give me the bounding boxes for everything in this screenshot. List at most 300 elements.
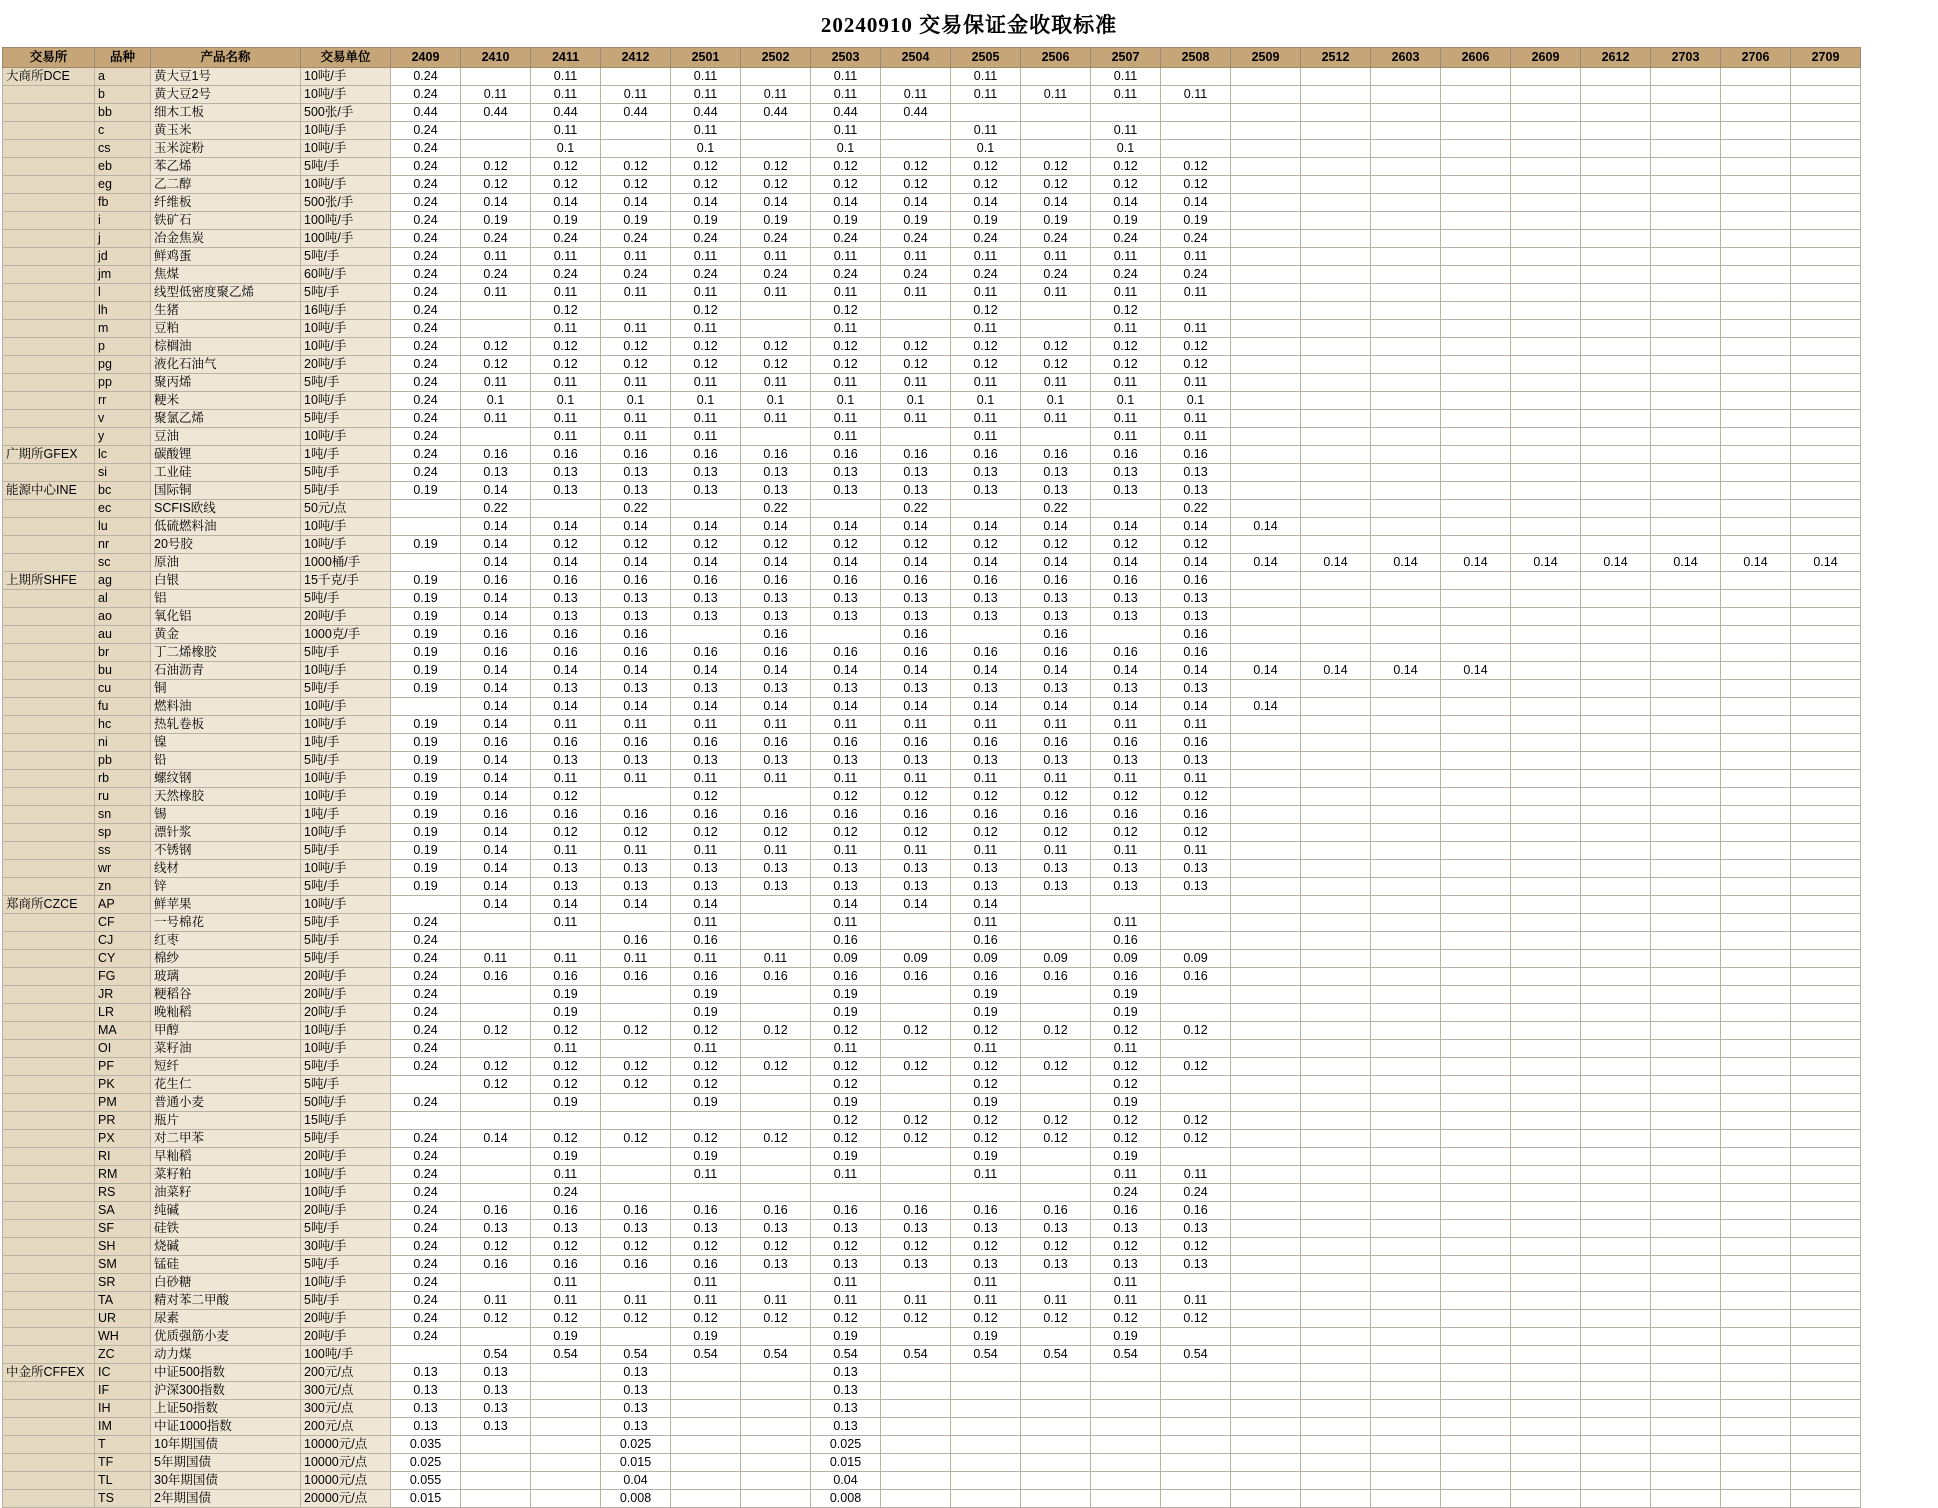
cell-margin-2502 <box>741 1112 811 1130</box>
cell-margin-2505: 0.11 <box>951 374 1021 392</box>
cell-margin-2409: 0.24 <box>391 194 461 212</box>
cell-margin-2504: 0.11 <box>881 284 951 302</box>
cell-margin-2411: 0.12 <box>531 1238 601 1256</box>
cell-margin-2411 <box>531 932 601 950</box>
cell-margin-2706 <box>1721 464 1791 482</box>
cell-margin-2606 <box>1441 1094 1511 1112</box>
cell-margin-2509: 0.14 <box>1231 698 1301 716</box>
cell-margin-2410: 0.14 <box>461 842 531 860</box>
cell-margin-2508: 0.11 <box>1161 284 1231 302</box>
cell-margin-2512 <box>1301 536 1371 554</box>
cell-product-name: 天然橡胶 <box>151 788 301 806</box>
cell-trading-unit: 5吨/手 <box>301 1076 391 1094</box>
cell-margin-2709 <box>1791 734 1861 752</box>
cell-margin-2706 <box>1721 662 1791 680</box>
cell-margin-2603 <box>1371 1256 1441 1274</box>
cell-margin-2612 <box>1581 464 1651 482</box>
cell-margin-2502: 0.24 <box>741 230 811 248</box>
cell-margin-2506 <box>1021 1382 1091 1400</box>
cell-margin-2503: 0.12 <box>811 356 881 374</box>
cell-margin-2503: 0.13 <box>811 680 881 698</box>
cell-margin-2612 <box>1581 536 1651 554</box>
cell-product-code: SR <box>95 1274 151 1292</box>
cell-margin-2502 <box>741 1436 811 1454</box>
cell-margin-2412: 0.04 <box>601 1472 671 1490</box>
cell-margin-2612 <box>1581 266 1651 284</box>
cell-margin-2509 <box>1231 338 1301 356</box>
cell-margin-2509 <box>1231 932 1301 950</box>
cell-margin-2503: 0.12 <box>811 824 881 842</box>
cell-margin-2409: 0.19 <box>391 572 461 590</box>
cell-exchange <box>3 716 95 734</box>
cell-trading-unit: 300元/点 <box>301 1400 391 1418</box>
table-row <box>3 392 1861 410</box>
table-row <box>3 1490 1861 1508</box>
cell-margin-2508: 0.19 <box>1161 212 1231 230</box>
cell-margin-2709 <box>1791 716 1861 734</box>
cell-margin-2703 <box>1651 212 1721 230</box>
cell-margin-2411: 0.13 <box>531 878 601 896</box>
cell-margin-2709 <box>1791 770 1861 788</box>
cell-margin-2612 <box>1581 1490 1651 1508</box>
cell-margin-2506 <box>1021 986 1091 1004</box>
cell-margin-2709 <box>1791 1184 1861 1202</box>
cell-margin-2409: 0.24 <box>391 914 461 932</box>
cell-margin-2409: 0.24 <box>391 1040 461 1058</box>
cell-margin-2703 <box>1651 248 1721 266</box>
cell-margin-2501: 0.11 <box>671 374 741 392</box>
cell-margin-2410: 0.44 <box>461 104 531 122</box>
cell-margin-2509: 0.14 <box>1231 554 1301 572</box>
cell-margin-2505: 0.12 <box>951 1130 1021 1148</box>
table-row <box>3 374 1861 392</box>
cell-margin-2603 <box>1371 140 1441 158</box>
cell-margin-2412: 0.008 <box>601 1490 671 1508</box>
cell-margin-2506 <box>1021 1490 1091 1508</box>
cell-margin-2606 <box>1441 860 1511 878</box>
cell-margin-2505 <box>951 1454 1021 1472</box>
cell-margin-2508: 0.16 <box>1161 572 1231 590</box>
cell-margin-2709 <box>1791 608 1861 626</box>
cell-margin-2609 <box>1511 68 1581 86</box>
cell-margin-2505: 0.13 <box>951 860 1021 878</box>
cell-margin-2706 <box>1721 284 1791 302</box>
cell-product-name: 铜 <box>151 680 301 698</box>
cell-margin-2410: 0.16 <box>461 644 531 662</box>
cell-margin-2412: 0.14 <box>601 698 671 716</box>
cell-margin-2503: 0.13 <box>811 1400 881 1418</box>
cell-margin-2509 <box>1231 320 1301 338</box>
cell-margin-2508: 0.14 <box>1161 698 1231 716</box>
cell-margin-2501: 0.19 <box>671 1094 741 1112</box>
cell-margin-2409: 0.19 <box>391 590 461 608</box>
cell-margin-2411: 0.12 <box>531 536 601 554</box>
cell-trading-unit: 5吨/手 <box>301 1058 391 1076</box>
cell-margin-2507 <box>1091 1472 1161 1490</box>
cell-margin-2606 <box>1441 1184 1511 1202</box>
cell-margin-2507: 0.11 <box>1091 770 1161 788</box>
cell-margin-2512 <box>1301 950 1371 968</box>
cell-margin-2703 <box>1651 968 1721 986</box>
cell-margin-2706 <box>1721 968 1791 986</box>
cell-margin-2606 <box>1441 824 1511 842</box>
cell-margin-2609 <box>1511 266 1581 284</box>
cell-margin-2612 <box>1581 1130 1651 1148</box>
cell-margin-2612 <box>1581 1148 1651 1166</box>
cell-margin-2709 <box>1791 1454 1861 1472</box>
cell-margin-2502 <box>741 1166 811 1184</box>
cell-margin-2603 <box>1371 950 1441 968</box>
cell-margin-2603 <box>1371 464 1441 482</box>
cell-margin-2508: 0.16 <box>1161 446 1231 464</box>
cell-product-name: 燃料油 <box>151 698 301 716</box>
cell-margin-2603 <box>1371 194 1441 212</box>
cell-margin-2411: 0.11 <box>531 68 601 86</box>
cell-margin-2410: 0.24 <box>461 266 531 284</box>
cell-margin-2410: 0.11 <box>461 1292 531 1310</box>
cell-margin-2609 <box>1511 1058 1581 1076</box>
cell-margin-2503: 0.11 <box>811 284 881 302</box>
cell-margin-2512 <box>1301 1076 1371 1094</box>
cell-trading-unit: 20吨/手 <box>301 1328 391 1346</box>
cell-margin-2709 <box>1791 572 1861 590</box>
cell-margin-2709 <box>1791 284 1861 302</box>
cell-trading-unit: 5吨/手 <box>301 158 391 176</box>
cell-margin-2606 <box>1441 1076 1511 1094</box>
cell-margin-2501: 0.14 <box>671 662 741 680</box>
cell-margin-2706 <box>1721 626 1791 644</box>
cell-margin-2506: 0.12 <box>1021 1058 1091 1076</box>
cell-product-name: 鲜苹果 <box>151 896 301 914</box>
cell-margin-2501: 0.14 <box>671 896 741 914</box>
cell-margin-2609 <box>1511 1400 1581 1418</box>
cell-margin-2505: 0.19 <box>951 986 1021 1004</box>
table-row <box>3 644 1861 662</box>
cell-margin-2509 <box>1231 86 1301 104</box>
cell-exchange <box>3 464 95 482</box>
cell-margin-2506: 0.13 <box>1021 482 1091 500</box>
cell-margin-2603 <box>1371 428 1441 446</box>
cell-margin-2501 <box>671 1418 741 1436</box>
cell-margin-2501: 0.13 <box>671 590 741 608</box>
cell-margin-2501: 0.1 <box>671 140 741 158</box>
cell-margin-2504: 0.54 <box>881 1346 951 1364</box>
cell-margin-2703 <box>1651 1418 1721 1436</box>
cell-exchange <box>3 1238 95 1256</box>
cell-margin-2503 <box>811 500 881 518</box>
cell-margin-2412: 0.13 <box>601 482 671 500</box>
cell-margin-2603 <box>1371 1004 1441 1022</box>
cell-margin-2507: 0.16 <box>1091 572 1161 590</box>
cell-product-name: 黄金 <box>151 626 301 644</box>
cell-margin-2703: 0.14 <box>1651 554 1721 572</box>
cell-margin-2609 <box>1511 608 1581 626</box>
cell-margin-2507: 0.16 <box>1091 806 1161 824</box>
cell-margin-2706 <box>1721 1166 1791 1184</box>
cell-margin-2606 <box>1441 590 1511 608</box>
cell-exchange <box>3 194 95 212</box>
cell-trading-unit: 500张/手 <box>301 104 391 122</box>
cell-margin-2506: 0.14 <box>1021 662 1091 680</box>
cell-margin-2412: 0.16 <box>601 1202 671 1220</box>
cell-margin-2508 <box>1161 302 1231 320</box>
cell-margin-2507: 0.13 <box>1091 482 1161 500</box>
cell-margin-2501: 0.16 <box>671 644 741 662</box>
cell-margin-2612 <box>1581 212 1651 230</box>
cell-margin-2410: 0.12 <box>461 1076 531 1094</box>
cell-margin-2512 <box>1301 734 1371 752</box>
cell-margin-2412: 0.13 <box>601 1400 671 1418</box>
cell-margin-2504: 0.11 <box>881 842 951 860</box>
cell-margin-2706 <box>1721 1490 1791 1508</box>
cell-margin-2606 <box>1441 482 1511 500</box>
cell-product-code: RS <box>95 1184 151 1202</box>
cell-product-code: TA <box>95 1292 151 1310</box>
cell-margin-2612 <box>1581 248 1651 266</box>
cell-product-code: rr <box>95 392 151 410</box>
cell-margin-2506: 0.12 <box>1021 1130 1091 1148</box>
cell-margin-2606 <box>1441 1058 1511 1076</box>
cell-exchange <box>3 266 95 284</box>
cell-margin-2512 <box>1301 1040 1371 1058</box>
cell-margin-2507: 0.24 <box>1091 230 1161 248</box>
cell-margin-2412: 0.24 <box>601 266 671 284</box>
cell-exchange <box>3 590 95 608</box>
cell-margin-2507: 0.11 <box>1091 716 1161 734</box>
cell-margin-2603 <box>1371 1436 1441 1454</box>
cell-exchange <box>3 1328 95 1346</box>
cell-product-name: 菜籽油 <box>151 1040 301 1058</box>
cell-margin-2512 <box>1301 716 1371 734</box>
cell-margin-2503: 0.19 <box>811 212 881 230</box>
cell-margin-2606 <box>1441 1130 1511 1148</box>
cell-margin-2609 <box>1511 806 1581 824</box>
cell-margin-2512 <box>1301 1148 1371 1166</box>
cell-margin-2502: 0.14 <box>741 194 811 212</box>
table-row <box>3 1400 1861 1418</box>
cell-margin-2411 <box>531 500 601 518</box>
cell-margin-2709 <box>1791 1436 1861 1454</box>
cell-product-code: ni <box>95 734 151 752</box>
cell-margin-2609 <box>1511 1130 1581 1148</box>
cell-margin-2410: 0.14 <box>461 770 531 788</box>
cell-trading-unit: 20吨/手 <box>301 1202 391 1220</box>
cell-margin-2509 <box>1231 482 1301 500</box>
cell-margin-2501 <box>671 1364 741 1382</box>
cell-margin-2412: 0.11 <box>601 248 671 266</box>
cell-margin-2505: 0.09 <box>951 950 1021 968</box>
cell-margin-2410: 0.13 <box>461 1220 531 1238</box>
cell-product-name: 粳米 <box>151 392 301 410</box>
cell-margin-2412 <box>601 1004 671 1022</box>
cell-exchange <box>3 86 95 104</box>
cell-product-code: PF <box>95 1058 151 1076</box>
cell-product-name: 棉纱 <box>151 950 301 968</box>
cell-margin-2709 <box>1791 1130 1861 1148</box>
cell-margin-2509 <box>1231 1130 1301 1148</box>
cell-margin-2703 <box>1651 140 1721 158</box>
cell-margin-2512 <box>1301 878 1371 896</box>
cell-margin-2606 <box>1441 1112 1511 1130</box>
cell-margin-2603 <box>1371 356 1441 374</box>
cell-exchange <box>3 536 95 554</box>
cell-product-code: CJ <box>95 932 151 950</box>
cell-margin-2509 <box>1231 212 1301 230</box>
cell-margin-2507: 0.12 <box>1091 536 1161 554</box>
cell-margin-2409: 0.24 <box>391 932 461 950</box>
cell-product-code: j <box>95 230 151 248</box>
cell-exchange <box>3 1094 95 1112</box>
cell-margin-2502: 0.11 <box>741 770 811 788</box>
cell-margin-2409: 0.24 <box>391 1094 461 1112</box>
cell-margin-2703 <box>1651 428 1721 446</box>
cell-margin-2512 <box>1301 212 1371 230</box>
cell-margin-2504: 0.11 <box>881 248 951 266</box>
cell-margin-2412: 0.12 <box>601 1130 671 1148</box>
cell-product-code: nr <box>95 536 151 554</box>
cell-margin-2504 <box>881 1490 951 1508</box>
cell-margin-2505: 0.12 <box>951 1022 1021 1040</box>
cell-margin-2501: 0.12 <box>671 1310 741 1328</box>
cell-margin-2603: 0.14 <box>1371 554 1441 572</box>
cell-margin-2505: 0.12 <box>951 302 1021 320</box>
cell-margin-2412: 0.11 <box>601 716 671 734</box>
cell-product-name: 油菜籽 <box>151 1184 301 1202</box>
cell-margin-2603 <box>1371 1058 1441 1076</box>
cell-margin-2411 <box>531 1418 601 1436</box>
cell-product-code: pg <box>95 356 151 374</box>
cell-margin-2502: 0.54 <box>741 1346 811 1364</box>
cell-margin-2606 <box>1441 320 1511 338</box>
cell-margin-2505: 0.1 <box>951 392 1021 410</box>
cell-margin-2411: 0.13 <box>531 860 601 878</box>
cell-margin-2506 <box>1021 1094 1091 1112</box>
cell-margin-2512 <box>1301 1112 1371 1130</box>
cell-margin-2706 <box>1721 536 1791 554</box>
cell-margin-2609 <box>1511 338 1581 356</box>
cell-margin-2612 <box>1581 680 1651 698</box>
cell-margin-2508: 0.12 <box>1161 356 1231 374</box>
cell-margin-2609 <box>1511 1472 1581 1490</box>
cell-margin-2706 <box>1721 1004 1791 1022</box>
cell-margin-2612 <box>1581 356 1651 374</box>
cell-margin-2603 <box>1371 1346 1441 1364</box>
cell-margin-2706 <box>1721 752 1791 770</box>
cell-product-code: PR <box>95 1112 151 1130</box>
cell-trading-unit: 10吨/手 <box>301 896 391 914</box>
cell-margin-2507: 0.14 <box>1091 518 1161 536</box>
cell-margin-2409 <box>391 1346 461 1364</box>
cell-trading-unit: 10吨/手 <box>301 1040 391 1058</box>
cell-margin-2612 <box>1581 1040 1651 1058</box>
cell-margin-2606 <box>1441 1040 1511 1058</box>
cell-margin-2412: 0.13 <box>601 680 671 698</box>
cell-margin-2606 <box>1441 752 1511 770</box>
cell-margin-2502: 0.13 <box>741 1220 811 1238</box>
cell-margin-2502: 0.16 <box>741 572 811 590</box>
cell-margin-2703 <box>1651 1310 1721 1328</box>
cell-margin-2502 <box>741 788 811 806</box>
cell-margin-2509 <box>1231 1346 1301 1364</box>
cell-margin-2409: 0.19 <box>391 806 461 824</box>
table-row <box>3 1238 1861 1256</box>
cell-margin-2512 <box>1301 356 1371 374</box>
cell-margin-2508 <box>1161 1472 1231 1490</box>
cell-margin-2506: 0.13 <box>1021 878 1091 896</box>
cell-margin-2709 <box>1791 158 1861 176</box>
cell-margin-2501: 0.11 <box>671 86 741 104</box>
cell-product-code: v <box>95 410 151 428</box>
cell-product-name: 生猪 <box>151 302 301 320</box>
cell-margin-2501: 0.16 <box>671 572 741 590</box>
cell-margin-2410 <box>461 1166 531 1184</box>
cell-margin-2504: 0.11 <box>881 410 951 428</box>
cell-margin-2709 <box>1791 1040 1861 1058</box>
cell-margin-2612 <box>1581 482 1651 500</box>
cell-margin-2502: 0.22 <box>741 500 811 518</box>
cell-margin-2410 <box>461 1184 531 1202</box>
cell-product-code: ao <box>95 608 151 626</box>
cell-margin-2409: 0.19 <box>391 644 461 662</box>
cell-trading-unit: 10吨/手 <box>301 320 391 338</box>
cell-margin-2609 <box>1511 662 1581 680</box>
cell-margin-2709 <box>1791 968 1861 986</box>
cell-margin-2410 <box>461 986 531 1004</box>
cell-margin-2505: 0.11 <box>951 248 1021 266</box>
cell-product-name: 瓶片 <box>151 1112 301 1130</box>
cell-exchange <box>3 680 95 698</box>
cell-exchange <box>3 1184 95 1202</box>
cell-margin-2409: 0.24 <box>391 320 461 338</box>
cell-product-code: hc <box>95 716 151 734</box>
cell-product-name: 甲醇 <box>151 1022 301 1040</box>
cell-margin-2505: 0.12 <box>951 1058 1021 1076</box>
cell-product-name: 棕榈油 <box>151 338 301 356</box>
cell-margin-2512 <box>1301 194 1371 212</box>
cell-exchange <box>3 950 95 968</box>
cell-margin-2507: 0.11 <box>1091 1292 1161 1310</box>
cell-margin-2412: 0.16 <box>601 806 671 824</box>
cell-margin-2508 <box>1161 1490 1231 1508</box>
cell-margin-2503 <box>811 1184 881 1202</box>
cell-margin-2612 <box>1581 410 1651 428</box>
cell-margin-2505: 0.12 <box>951 356 1021 374</box>
cell-margin-2504 <box>881 1328 951 1346</box>
cell-margin-2503: 0.24 <box>811 230 881 248</box>
cell-margin-2709 <box>1791 1202 1861 1220</box>
cell-margin-2411: 0.54 <box>531 1346 601 1364</box>
cell-margin-2503: 0.11 <box>811 1274 881 1292</box>
cell-margin-2410 <box>461 1454 531 1472</box>
cell-margin-2501: 0.12 <box>671 1022 741 1040</box>
cell-margin-2612 <box>1581 1220 1651 1238</box>
cell-margin-2502 <box>741 932 811 950</box>
cell-margin-2612 <box>1581 68 1651 86</box>
cell-margin-2502 <box>741 428 811 446</box>
cell-margin-2501: 0.11 <box>671 1292 741 1310</box>
cell-margin-2706 <box>1721 1130 1791 1148</box>
cell-margin-2410: 0.11 <box>461 284 531 302</box>
cell-margin-2609 <box>1511 1022 1581 1040</box>
cell-margin-2502 <box>741 1418 811 1436</box>
cell-margin-2503: 0.015 <box>811 1454 881 1472</box>
cell-margin-2507: 0.12 <box>1091 1076 1161 1094</box>
table-row <box>3 1328 1861 1346</box>
cell-margin-2709 <box>1791 752 1861 770</box>
cell-margin-2703 <box>1651 878 1721 896</box>
cell-margin-2507: 0.19 <box>1091 212 1161 230</box>
cell-margin-2703 <box>1651 662 1721 680</box>
